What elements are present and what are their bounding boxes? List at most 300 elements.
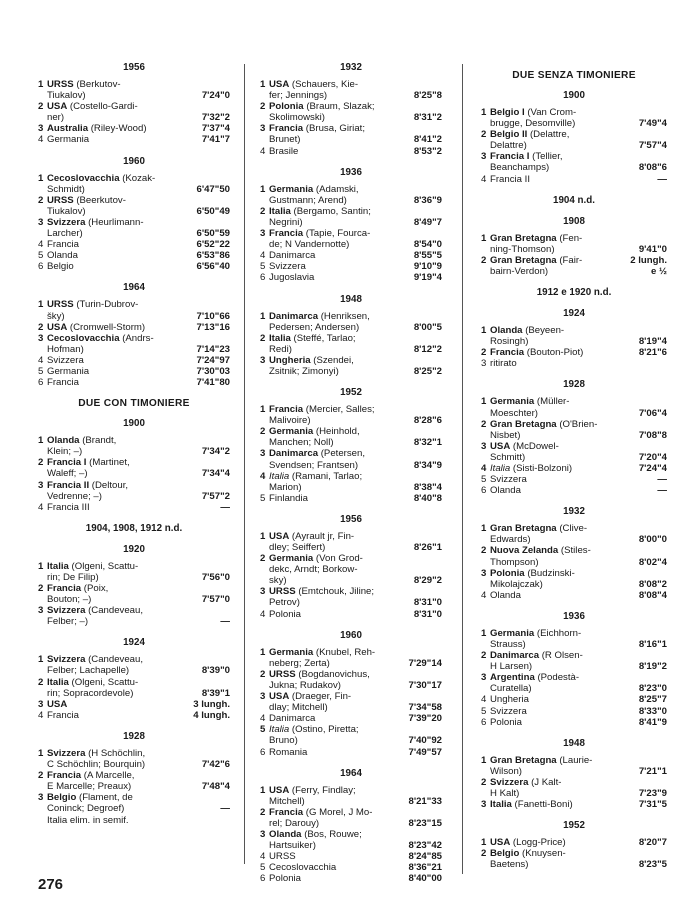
result-row: [260, 333, 442, 355]
team-name: Italia: [269, 470, 290, 482]
crew-names: (G Morel, J Mo- rel; Darouy): [269, 806, 373, 829]
team-name: Australia: [47, 123, 89, 135]
rank-number: 4: [481, 694, 487, 706]
team-name: Germania: [269, 646, 314, 658]
result-row: [260, 311, 442, 333]
rank-number: 4: [38, 239, 44, 251]
result-row: [481, 777, 667, 799]
finish-time: 8'55"5: [413, 250, 442, 262]
result-row: [481, 848, 667, 870]
crew-names: Italia elim. in semif.: [47, 814, 129, 826]
result-row: [260, 101, 442, 123]
rank-number: 1: [260, 784, 266, 796]
entry-text: [490, 485, 653, 496]
finish-time: 7'24"0: [201, 90, 230, 102]
result-row: [481, 568, 667, 590]
rank-number: 1: [481, 107, 487, 118]
event-block: [481, 90, 667, 185]
finish-time: 7'21"1: [638, 765, 667, 777]
team-name: USA: [490, 440, 511, 452]
crew-names: Jugoslavia: [269, 272, 315, 284]
result-row: [481, 672, 667, 694]
result-row: [481, 233, 667, 255]
crew-names: (Ramani, Tarlao; Marion): [269, 470, 363, 493]
team-name: Argentina: [490, 672, 535, 684]
team-name: Gran Bretagna: [490, 523, 557, 535]
event-year: 1920: [123, 543, 145, 555]
column-divider-left: [244, 64, 245, 864]
rank-number: 4: [481, 589, 487, 601]
entry-text: [490, 777, 635, 799]
rank-number: 5: [481, 705, 487, 717]
entry-text: [47, 101, 198, 123]
event-block: [481, 216, 667, 277]
finish-time: 8'29"2: [413, 575, 442, 587]
entry-text: [47, 561, 198, 583]
event-year: 1924: [123, 637, 145, 649]
crew-names: Francia: [47, 709, 79, 721]
entry-text: [490, 650, 635, 672]
entry-text: [47, 502, 216, 513]
entry-text: [269, 691, 404, 713]
result-row: [260, 404, 442, 426]
result-row: [38, 480, 230, 502]
rank-number: 5: [260, 862, 266, 874]
column-middle: [260, 62, 442, 894]
rank-number: 6: [481, 485, 487, 497]
crew-names: URSS: [269, 851, 296, 863]
crew-names: (Braum, Slazak; Skolimowski): [269, 101, 375, 124]
team-name: USA: [269, 784, 290, 796]
entry-text: [490, 545, 635, 567]
crew-names: (Beyeen- Rosingh): [490, 325, 565, 348]
result-row: [260, 586, 442, 608]
crew-names: (Tapie, Fourca- de; N Vandernotte): [269, 228, 371, 251]
rank-number: 3: [481, 672, 487, 684]
crew-names: (Szendei, Zsitnik; Zimonyi): [269, 354, 354, 377]
crew-names: (Bogdanovichus, Jukna; Rudakov): [269, 668, 370, 691]
crew-names: (Flament, de Coninck; Degroef): [47, 792, 133, 815]
event-year: 1964: [340, 767, 362, 779]
finish-time: —: [220, 501, 230, 513]
finish-time: 8'23"42: [408, 840, 442, 852]
rank-number: 5: [38, 250, 44, 262]
result-row: [260, 250, 442, 261]
result-row: [481, 837, 667, 848]
rank-number: 1: [38, 560, 44, 572]
finish-time: 7'37"4: [201, 123, 230, 135]
column-divider-right: [462, 64, 463, 874]
crew-names: (Tellier, Beanchamps): [490, 151, 563, 174]
finish-time: 7'31"5: [638, 799, 667, 811]
rank-number: 4: [260, 851, 266, 863]
finish-time: 8'34"9: [413, 459, 442, 471]
entry-text: [269, 311, 410, 333]
rank-number: 3: [481, 358, 487, 370]
entry-text: [269, 647, 404, 669]
finish-time: 7'10"66: [196, 310, 230, 322]
rank-number: 3: [260, 354, 266, 366]
team-name: Gran Bretagna: [490, 418, 557, 430]
rank-number: 6: [260, 272, 266, 284]
rank-number: 1: [38, 79, 44, 90]
result-row: [481, 325, 667, 347]
rank-number: 2: [38, 583, 44, 594]
rank-number: 4: [260, 608, 266, 620]
event-year: 1904 n.d.: [553, 194, 595, 206]
entry-text: [269, 873, 404, 884]
finish-time: 8'36"9: [413, 194, 442, 206]
entry-text: [47, 299, 192, 321]
crew-names: (Van Crom- brugge, Desomville): [490, 107, 577, 130]
result-row: [260, 184, 442, 206]
entry-text: [47, 195, 192, 217]
crew-names: (Brusa, Giriat; Brunet): [269, 123, 365, 146]
finish-time: 8'23"5: [638, 859, 667, 871]
rank-number: 4: [38, 501, 44, 513]
finish-time: 8'21"33: [408, 795, 442, 807]
crew-names: Francia: [47, 377, 79, 389]
rank-number: 2: [481, 418, 487, 430]
result-row: [38, 457, 230, 479]
entry-text: [269, 355, 410, 377]
finish-time: 9'19"4: [413, 272, 442, 284]
crew-names: (Cromwell-Storm): [67, 321, 146, 333]
finish-time: 7'48"4: [201, 781, 230, 793]
rank-number: 5: [260, 492, 266, 504]
crew-names: (Berkutov- Tiukalov): [47, 79, 121, 102]
entry-text: [269, 829, 404, 851]
rank-number: 3: [260, 228, 266, 240]
result-row: [38, 299, 230, 321]
crew-names: (Eichhorn- Strauss): [490, 627, 582, 650]
result-row: [38, 217, 230, 239]
result-row: [260, 724, 442, 746]
result-row: [481, 694, 667, 705]
entry-text: [490, 706, 635, 717]
entry-text: [490, 848, 635, 870]
crew-names: (Henriksen, Pedersen; Andersen): [269, 310, 370, 333]
event-year: 1960: [123, 155, 145, 167]
team-name: USA: [47, 321, 68, 333]
crew-names: (O'Brien- Nisbet): [490, 418, 598, 441]
crew-names: (Sisti-Bolzoni): [510, 462, 573, 474]
team-name: Cecoslovacchia: [47, 332, 120, 344]
entry-text: [47, 134, 198, 145]
crew-names: Olanda: [47, 250, 78, 262]
crew-names: (Steffé, Tarlao; Redi): [269, 332, 356, 355]
event-block: [481, 820, 667, 870]
finish-time: 6'47"50: [196, 183, 230, 195]
result-row: [38, 101, 230, 123]
event-block: [38, 523, 230, 534]
team-name: Gran Bretagna: [490, 754, 557, 766]
crew-names: (Heinhold, Manchen; Noll): [269, 426, 360, 449]
result-row: [260, 272, 442, 283]
crew-names: Svizzera: [47, 354, 84, 366]
finish-time: 8'24"85: [408, 851, 442, 863]
result-row: [481, 650, 667, 672]
finish-time: 8'19"2: [638, 661, 667, 673]
entry-text: [490, 129, 635, 151]
finish-time: 7'41"7: [201, 134, 230, 146]
finish-time: 8'25"8: [413, 90, 442, 102]
entry-text: [269, 531, 410, 553]
entry-text: [47, 366, 192, 377]
rank-number: 3: [38, 123, 44, 135]
finish-time: 8'08"4: [638, 589, 667, 601]
finish-time: 7'24"97: [196, 354, 230, 366]
entry-text: [269, 471, 410, 493]
result-row: [38, 366, 230, 377]
team-name: URSS: [269, 586, 296, 598]
result-row: [38, 333, 230, 355]
event-block: [481, 195, 667, 206]
event-year: 1956: [123, 62, 145, 73]
team-name: Gran Bretagna: [490, 232, 557, 244]
result-row: [38, 502, 230, 513]
team-name: Gran Bretagna: [490, 254, 557, 266]
entry-text: [47, 239, 192, 250]
team-name: USA: [47, 101, 68, 113]
team-name: Svizzera: [47, 216, 86, 228]
result-row: [38, 815, 230, 826]
crew-names: Polonia: [490, 716, 523, 728]
entry-text: [47, 322, 192, 333]
result-row: [481, 463, 667, 474]
event-block: [38, 62, 230, 146]
entry-text: [269, 404, 410, 426]
event-year: 1904, 1908, 1912 n.d.: [85, 522, 183, 534]
finish-time: 8'23"15: [408, 817, 442, 829]
result-row: [260, 747, 442, 758]
event-year: 1924: [563, 308, 585, 320]
crew-names: Francia II: [490, 173, 530, 185]
rank-number: 1: [260, 183, 266, 195]
event-block: [481, 738, 667, 810]
team-name: Svizzera: [47, 654, 86, 666]
finish-time: —: [220, 803, 230, 815]
entry-text: [490, 419, 635, 441]
entry-text: [490, 358, 663, 369]
team-name: Cecoslovacchia: [47, 172, 120, 184]
team-name: Belgio: [47, 792, 77, 804]
event-year: 1960: [340, 629, 362, 641]
team-name: Francia I: [47, 457, 87, 469]
page-number: 276: [38, 876, 64, 893]
result-row: [481, 717, 667, 728]
rank-number: 1: [38, 435, 44, 447]
rank-number: 2: [481, 129, 487, 141]
crew-names: (Ferry, Findlay; Mitchell): [269, 784, 356, 807]
crew-names: Danimarca: [269, 250, 316, 262]
entry-text: [47, 792, 216, 814]
team-name: Francia: [269, 806, 304, 818]
crew-names: (Knuysen- Baetens): [490, 848, 566, 871]
finish-time: 7'34"2: [201, 446, 230, 458]
result-row: [38, 699, 230, 710]
crew-names: (Laurie- Wilson): [490, 754, 593, 777]
crew-names: (Clive- Edwards): [490, 523, 588, 546]
crew-names: (Ayrault jr, Fin- dley; Seiffert): [269, 530, 355, 553]
team-name: Belgio II: [490, 129, 528, 141]
crew-names: (Stiles- Thompson): [490, 545, 591, 568]
rank-number: 3: [481, 567, 487, 579]
team-name: URSS: [47, 194, 74, 206]
crew-names: (Müller- Moeschter): [490, 396, 570, 419]
rank-number: 5: [260, 724, 266, 736]
crew-names: (Candeveau, Felber; –): [47, 605, 144, 628]
entry-text: [269, 851, 404, 862]
finish-time: 6'50"59: [196, 228, 230, 240]
finish-time: 8'28"6: [413, 415, 442, 427]
event-block: [481, 506, 667, 601]
rank-number: 1: [481, 325, 487, 337]
result-row: [38, 677, 230, 699]
entry-text: [47, 123, 198, 134]
team-name: Italia: [269, 332, 291, 344]
entry-text: [269, 553, 410, 586]
entry-text: [490, 568, 635, 590]
result-row: [38, 195, 230, 217]
finish-time: 6'52"22: [196, 239, 230, 251]
result-row: [260, 448, 442, 470]
rank-number: 4: [260, 250, 266, 262]
finish-time: 2 lungh. e ½: [630, 254, 667, 277]
entry-text: [490, 755, 635, 777]
crew-names: (Logg-Price): [510, 837, 566, 849]
finish-time: 7'56"0: [201, 571, 230, 583]
team-name: Francia: [269, 123, 304, 135]
entry-text: [47, 480, 198, 502]
finish-time: 8'20"7: [638, 837, 667, 849]
rank-number: 1: [481, 232, 487, 244]
rank-number: 1: [38, 747, 44, 759]
event-year: 1908: [563, 215, 585, 227]
result-row: [260, 531, 442, 553]
result-row: [260, 493, 442, 504]
team-name: Polonia: [490, 567, 525, 579]
rank-number: 1: [38, 299, 44, 311]
rank-number: 3: [260, 828, 266, 840]
rank-number: 6: [38, 377, 44, 389]
result-row: [38, 134, 230, 145]
crew-names: (Andrs- Hofman): [47, 332, 154, 355]
rank-number: 3: [260, 691, 266, 703]
result-row: [260, 553, 442, 586]
finish-time: 4 lungh.: [193, 709, 230, 721]
rank-number: 1: [38, 654, 44, 666]
finish-time: 8'40"8: [413, 492, 442, 504]
rank-number: 1: [260, 310, 266, 322]
team-name: Italia: [490, 799, 512, 811]
finish-time: 8'00"5: [413, 321, 442, 333]
finish-time: —: [220, 616, 230, 628]
crew-names: (Beerkutov- Tiukalov): [47, 194, 126, 217]
result-row: [260, 471, 442, 493]
crew-names: (Von Grod- dekc, Arndt; Borkow- sky): [269, 553, 363, 587]
entry-text: [47, 654, 198, 676]
rank-number: 3: [38, 698, 44, 710]
team-name: Svizzera: [47, 747, 86, 759]
rank-number: 2: [481, 848, 487, 860]
entry-text: [269, 747, 404, 758]
finish-time: 8'54"0: [413, 239, 442, 251]
entry-text: [47, 583, 198, 605]
result-row: [38, 435, 230, 457]
result-row: [481, 255, 667, 277]
finish-time: 6'50"49: [196, 205, 230, 217]
entry-text: [490, 396, 635, 418]
crew-names: Germania: [47, 365, 90, 377]
crew-names: (Turin-Dubrov- šky): [47, 299, 139, 322]
entry-text: [47, 748, 198, 770]
event-year: 1936: [563, 610, 585, 622]
team-name: Francia: [47, 583, 82, 594]
rank-number: 2: [38, 676, 44, 688]
rank-number: 3: [38, 605, 44, 617]
event-year: 1952: [563, 820, 585, 832]
crew-names: (Knubel, Reh- neberg; Zerta): [269, 646, 376, 669]
rank-number: 2: [260, 668, 266, 680]
crew-names: (A Marcelle, E Marcelle; Preaux): [47, 770, 135, 793]
rank-number: 5: [260, 261, 266, 273]
team-name: Svizzera: [490, 776, 529, 788]
finish-time: —: [657, 474, 667, 486]
result-row: [260, 647, 442, 669]
rank-number: 4: [38, 709, 44, 721]
entry-text: [269, 333, 410, 355]
entry-text: [269, 493, 410, 504]
finish-time: —: [657, 173, 667, 185]
entry-text: [269, 228, 410, 250]
finish-time: 8'39"0: [201, 665, 230, 677]
team-name: Germania: [490, 396, 535, 408]
finish-time: 9'41"0: [638, 243, 667, 255]
event-year: 1936: [340, 166, 362, 178]
event-block: [260, 514, 442, 620]
rank-number: 2: [481, 254, 487, 266]
result-row: [481, 523, 667, 545]
crew-names: Brasile: [269, 145, 299, 157]
entry-text: [47, 261, 192, 272]
finish-time: 8'19"4: [638, 336, 667, 348]
column-right: [481, 62, 667, 881]
entry-text: [269, 101, 410, 123]
result-row: [260, 609, 442, 620]
crew-names: (Adamski, Gustmann; Arend): [269, 183, 359, 206]
event-block: [481, 379, 667, 496]
finish-time: 8'49"7: [413, 216, 442, 228]
entry-text: [490, 694, 635, 705]
finish-time: 8'53"2: [413, 145, 442, 157]
team-name: USA: [269, 530, 290, 542]
entry-text: [47, 435, 198, 457]
result-row: [481, 590, 667, 601]
crew-names: (Bos, Rouwe; Hartsuiker): [269, 828, 362, 852]
result-row: [481, 474, 667, 485]
result-row: [481, 545, 667, 567]
entry-text: [490, 347, 635, 358]
finish-time: 8'33"0: [638, 705, 667, 717]
finish-time: 7'39"20: [408, 713, 442, 725]
result-row: [481, 151, 667, 173]
finish-time: 8'21"6: [638, 347, 667, 359]
team-name: USA: [490, 837, 511, 849]
crew-names: (Poix, Bouton; –): [47, 583, 109, 606]
finish-time: 8'32"1: [413, 437, 442, 449]
entry-text: [269, 586, 410, 608]
